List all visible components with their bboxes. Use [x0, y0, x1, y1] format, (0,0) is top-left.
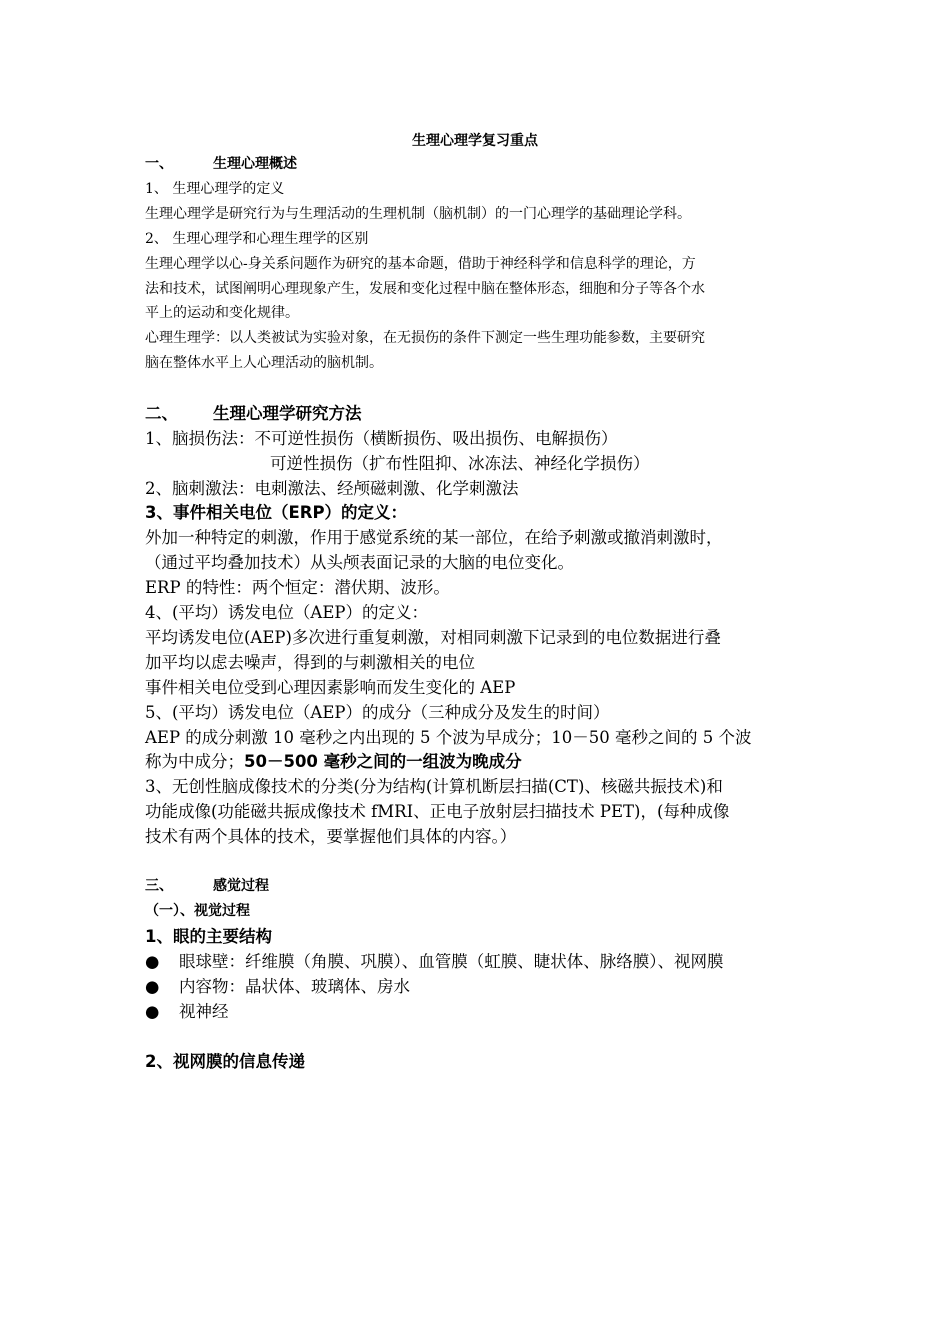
section-1-title: 生理心理概述: [213, 156, 297, 172]
s2-line-15: 3、无创性脑成像技术的分类(分为结构(计算机断层扫描(CT)、核磁共振技术)和: [145, 777, 723, 796]
page-title: 生理心理学复习重点: [412, 133, 538, 149]
s2-line-14: [145, 748, 522, 772]
s3-heading-1: 1、眼的主要结构: [145, 927, 272, 946]
section-3-title: 感觉过程: [213, 878, 269, 894]
bullet-icon: ●: [145, 952, 160, 971]
s1-line-6: 平上的运动和变化规律。: [145, 305, 299, 321]
subsection-vision: （一）、视觉过程: [145, 903, 250, 919]
section-3-heading: [145, 875, 269, 895]
s2-line-14-text: 称为中成分；: [145, 752, 244, 771]
s1-line-5: 法和技术，试图阐明心理现象产生，发展和变化过程中脑在整体形态，细胞和分子等各个水: [145, 281, 705, 297]
s2-line-7: ERP 的特性：两个恒定：潜伏期、波形。: [145, 578, 450, 597]
bullet-item-2: [145, 973, 410, 997]
s1-line-8: 脑在整体水平上人心理活动的脑机制。: [145, 355, 383, 371]
s2-line-16: 功能成像(功能磁共振成像技术 fMRI、正电子放射层扫描技术 PET)，(每种成像: [145, 802, 730, 821]
s1-line-4: 生理心理学以心-身关系问题作为研究的基本命题，借助于神经科学和信息科学的理论，方: [145, 256, 696, 272]
s2-line-11: 事件相关电位受到心理因素影响而发生变化的 AEP: [145, 678, 516, 697]
s3-heading-2: 2、视网膜的信息传递: [145, 1052, 305, 1071]
s2-line-8: 4、(平均）诱发电位（AEP）的定义：: [145, 603, 428, 622]
s2-line-1: 1、脑损伤法：不可逆性损伤（横断损伤、吸出损伤、电解损伤）: [145, 429, 618, 448]
s2-line-3: 2、脑刺激法：电刺激法、经颅磁刺激、化学刺激法: [145, 479, 519, 498]
bullet-text: 视神经: [179, 1002, 229, 1021]
bullet-item-1: [145, 948, 724, 972]
s1-line-3: 2、 生理心理学和心理生理学的区别: [145, 231, 369, 247]
s2-line-2: 可逆性损伤（扩布性阻抑、冰冻法、神经化学损伤）: [270, 454, 650, 473]
section-1-heading: [145, 153, 297, 173]
s2-line-5: 外加一种特定的刺激，作用于感觉系统的某一部位，在给予刺激或撤消刺激时，: [145, 528, 723, 547]
s1-line-2: 生理心理学是研究行为与生理活动的生理机制（脑机制）的一门心理学的基础理论学科。: [145, 206, 691, 222]
s2-line-14-bold: 50－500 毫秒之间的一组波为晚成分: [244, 752, 522, 771]
s2-line-9: 平均诱发电位(AEP)多次进行重复刺激，对相同刺激下记录到的电位数据进行叠: [145, 628, 721, 647]
s2-line-12: 5、(平均）诱发电位（AEP）的成分（三种成分及发生的时间）: [145, 703, 610, 722]
s2-line-10: 加平均以虑去噪声，得到的与刺激相关的电位: [145, 653, 475, 672]
s1-line-7: 心理生理学：以人类被试为实验对象，在无损伤的条件下测定一些生理功能参数，主要研究: [145, 330, 705, 346]
bullet-icon: ●: [145, 1002, 160, 1021]
s2-line-4: 3、事件相关电位（ERP）的定义：: [145, 503, 408, 522]
bullet-item-3: [145, 998, 229, 1022]
section-2-heading: [145, 400, 362, 424]
section-3-number: 三、: [145, 878, 173, 894]
bullet-text: 眼球壁：纤维膜（角膜、巩膜）、血管膜（虹膜、睫状体、脉络膜）、视网膜: [179, 952, 724, 971]
section-2-number: 二、: [145, 404, 178, 423]
s2-line-13: AEP 的成分刺激 10 毫秒之内出现的 5 个波为早成分；10－50 毫秒之间的 5 个波: [145, 728, 752, 747]
section-2-title: 生理心理学研究方法: [213, 404, 362, 423]
s2-line-17: 技术有两个具体的技术，要掌握他们具体的内容。）: [145, 827, 517, 846]
bullet-text: 内容物：晶状体、玻璃体、房水: [179, 977, 410, 996]
s2-line-6: （通过平均叠加技术）从头颅表面记录的大脑的电位变化。: [145, 553, 574, 572]
section-1-number: 一、: [145, 156, 173, 172]
bullet-icon: ●: [145, 977, 160, 996]
s1-line-1: 1、 生理心理学的定义: [145, 181, 285, 197]
